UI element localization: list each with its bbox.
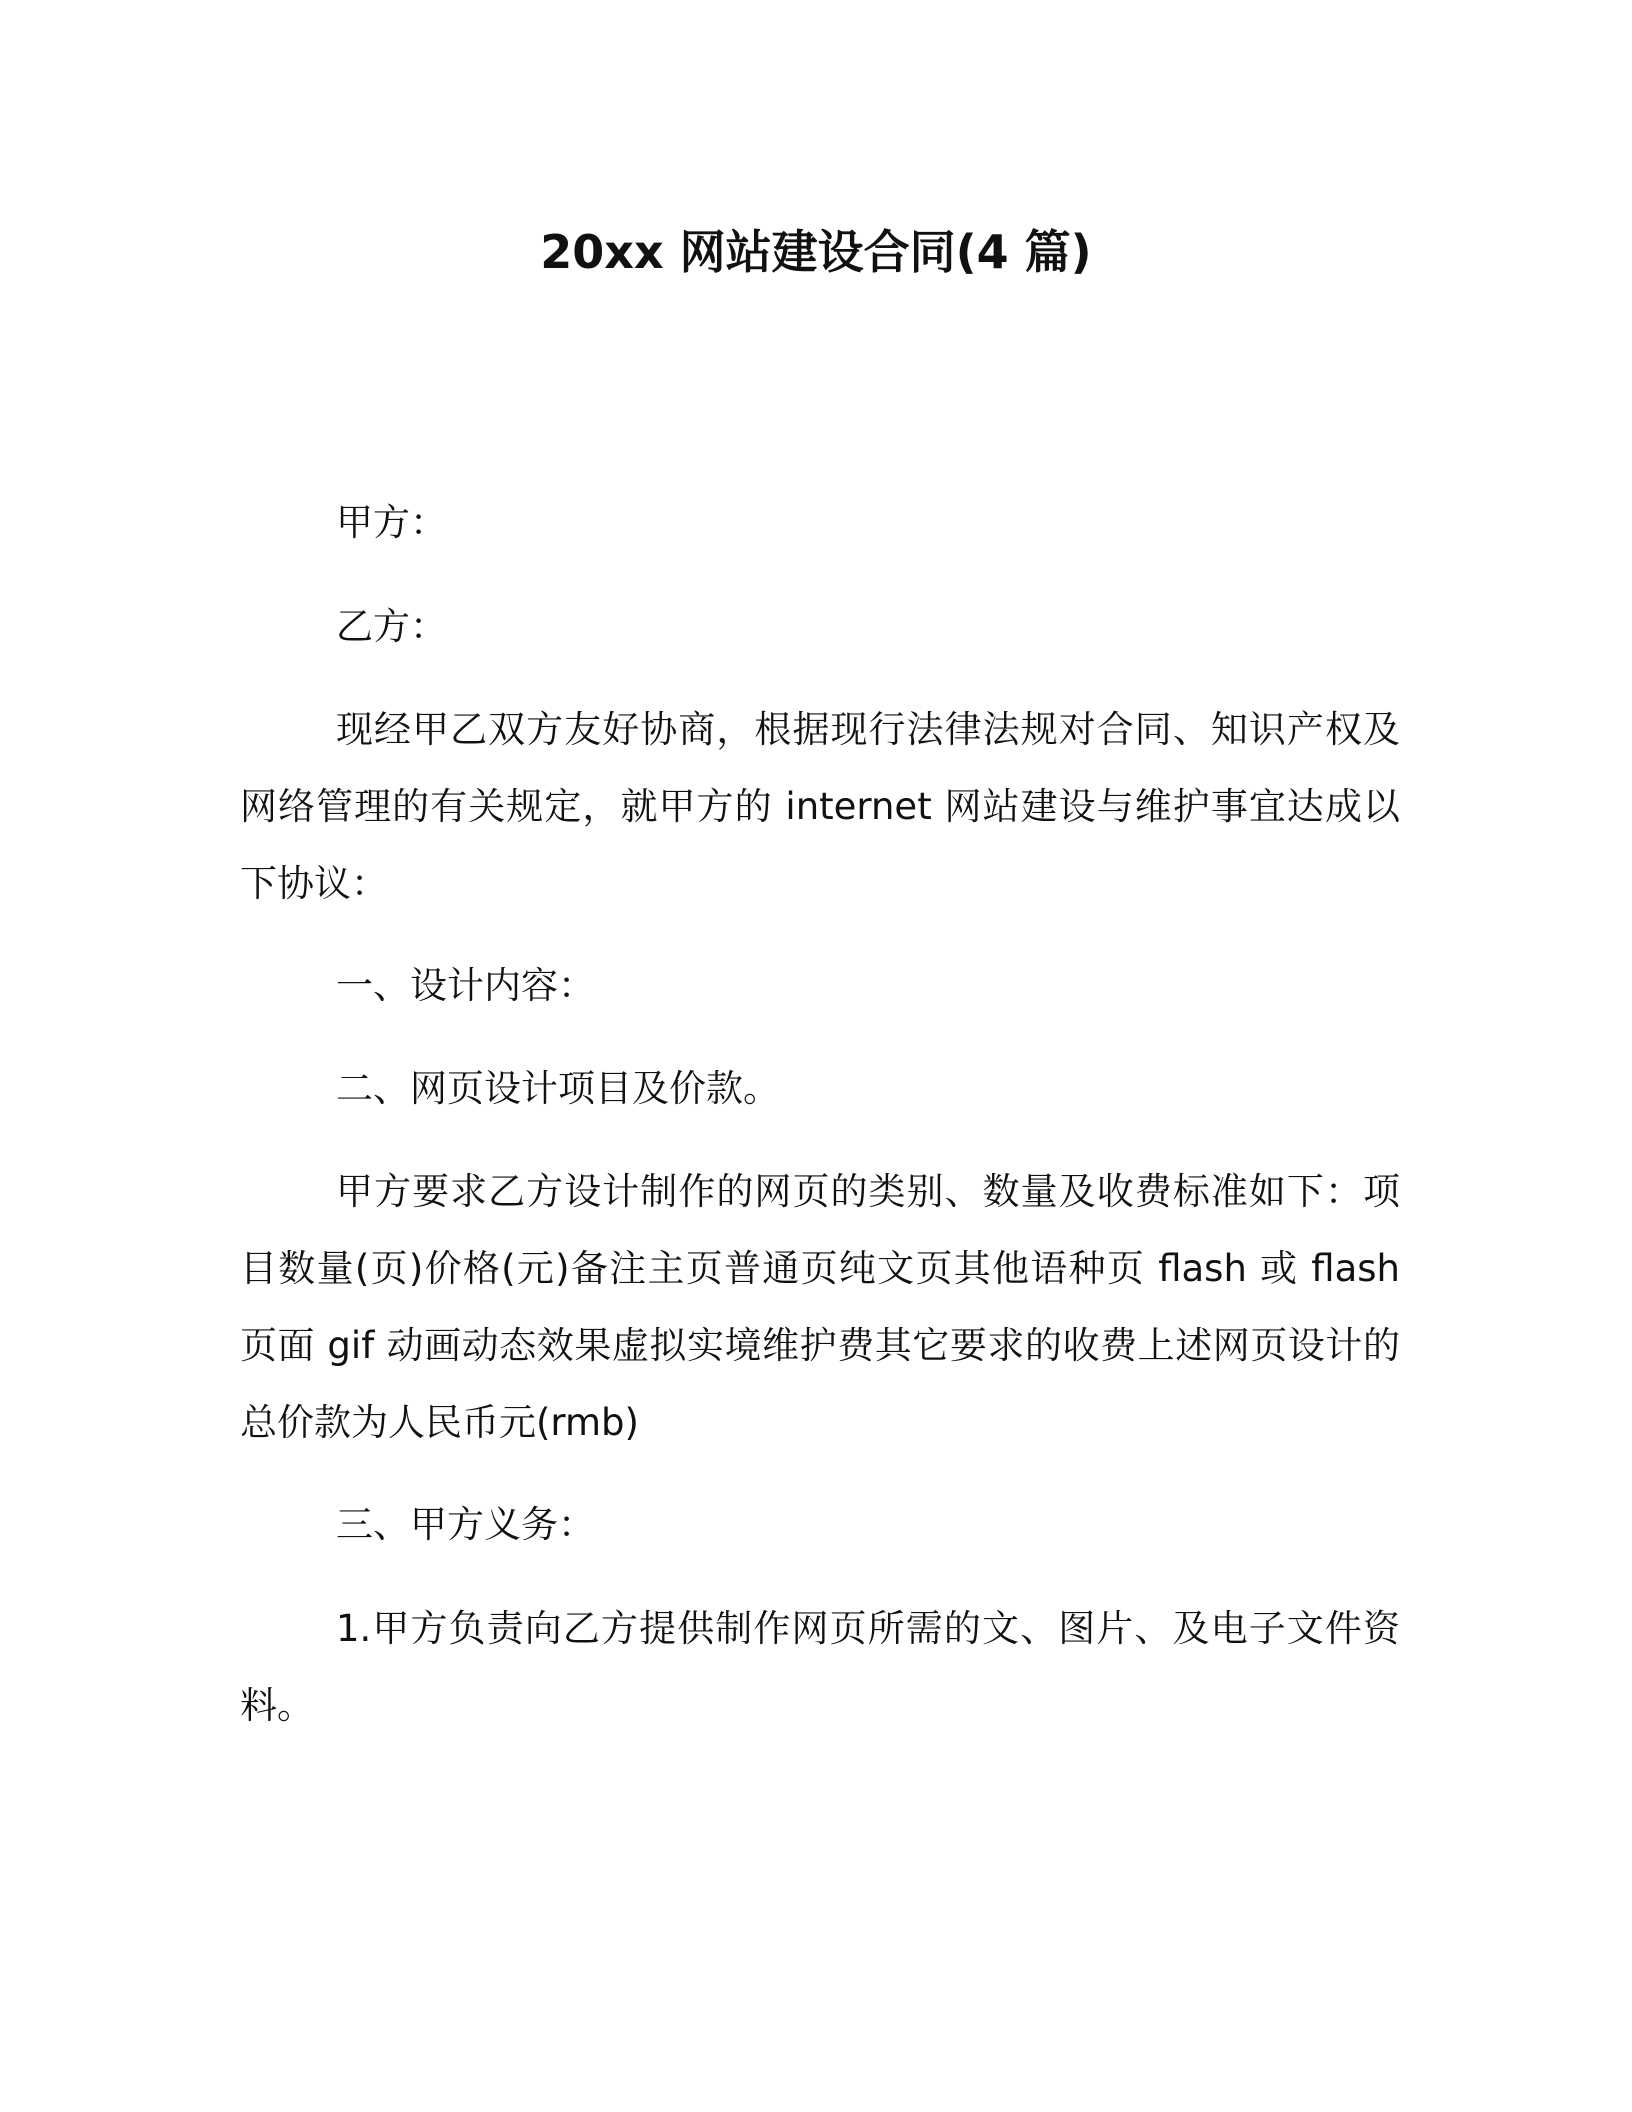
party-a-label: 甲方： [336,501,447,544]
document-title: 20xx 网站建设合同(4 篇) [540,225,1092,279]
section-1-heading: 一、设计内容： [336,964,595,1007]
party-b-line [240,588,1400,665]
item-1-paragraph: 1.甲方负责向乙方提供制作网页所需的文、图片、及电子文件资料。 [240,1607,1400,1727]
section-1-block [240,947,1400,1024]
requirements-paragraph: 甲方要求乙方设计制作的网页的类别、数量及收费标准如下：项目数量(页)价格(元)备注主页普通页纯文页其他语种页 flash 或 flash 页面 gif 动画动态效果虚拟实境维护费其它要求的收费上述网页设计的总价款为人民币元(rmb) [240,1170,1400,1444]
section-2-heading: 二、网页设计项目及价款。 [336,1067,780,1110]
section-3-heading: 三、甲方义务： [336,1503,595,1546]
item-1-block [240,1590,1400,1744]
requirements-block [240,1153,1400,1461]
party-b-label: 乙方： [336,605,447,648]
intro-paragraph: 现经甲乙双方友好协商，根据现行法律法规对合同、知识产权及网络管理的有关规定，就甲方的 internet 网站建设与维护事宜达成以下协议： [240,708,1400,905]
section-3-block [240,1486,1400,1563]
party-a-line [240,484,1400,561]
intro-block [240,691,1400,922]
section-2-block [240,1050,1400,1127]
